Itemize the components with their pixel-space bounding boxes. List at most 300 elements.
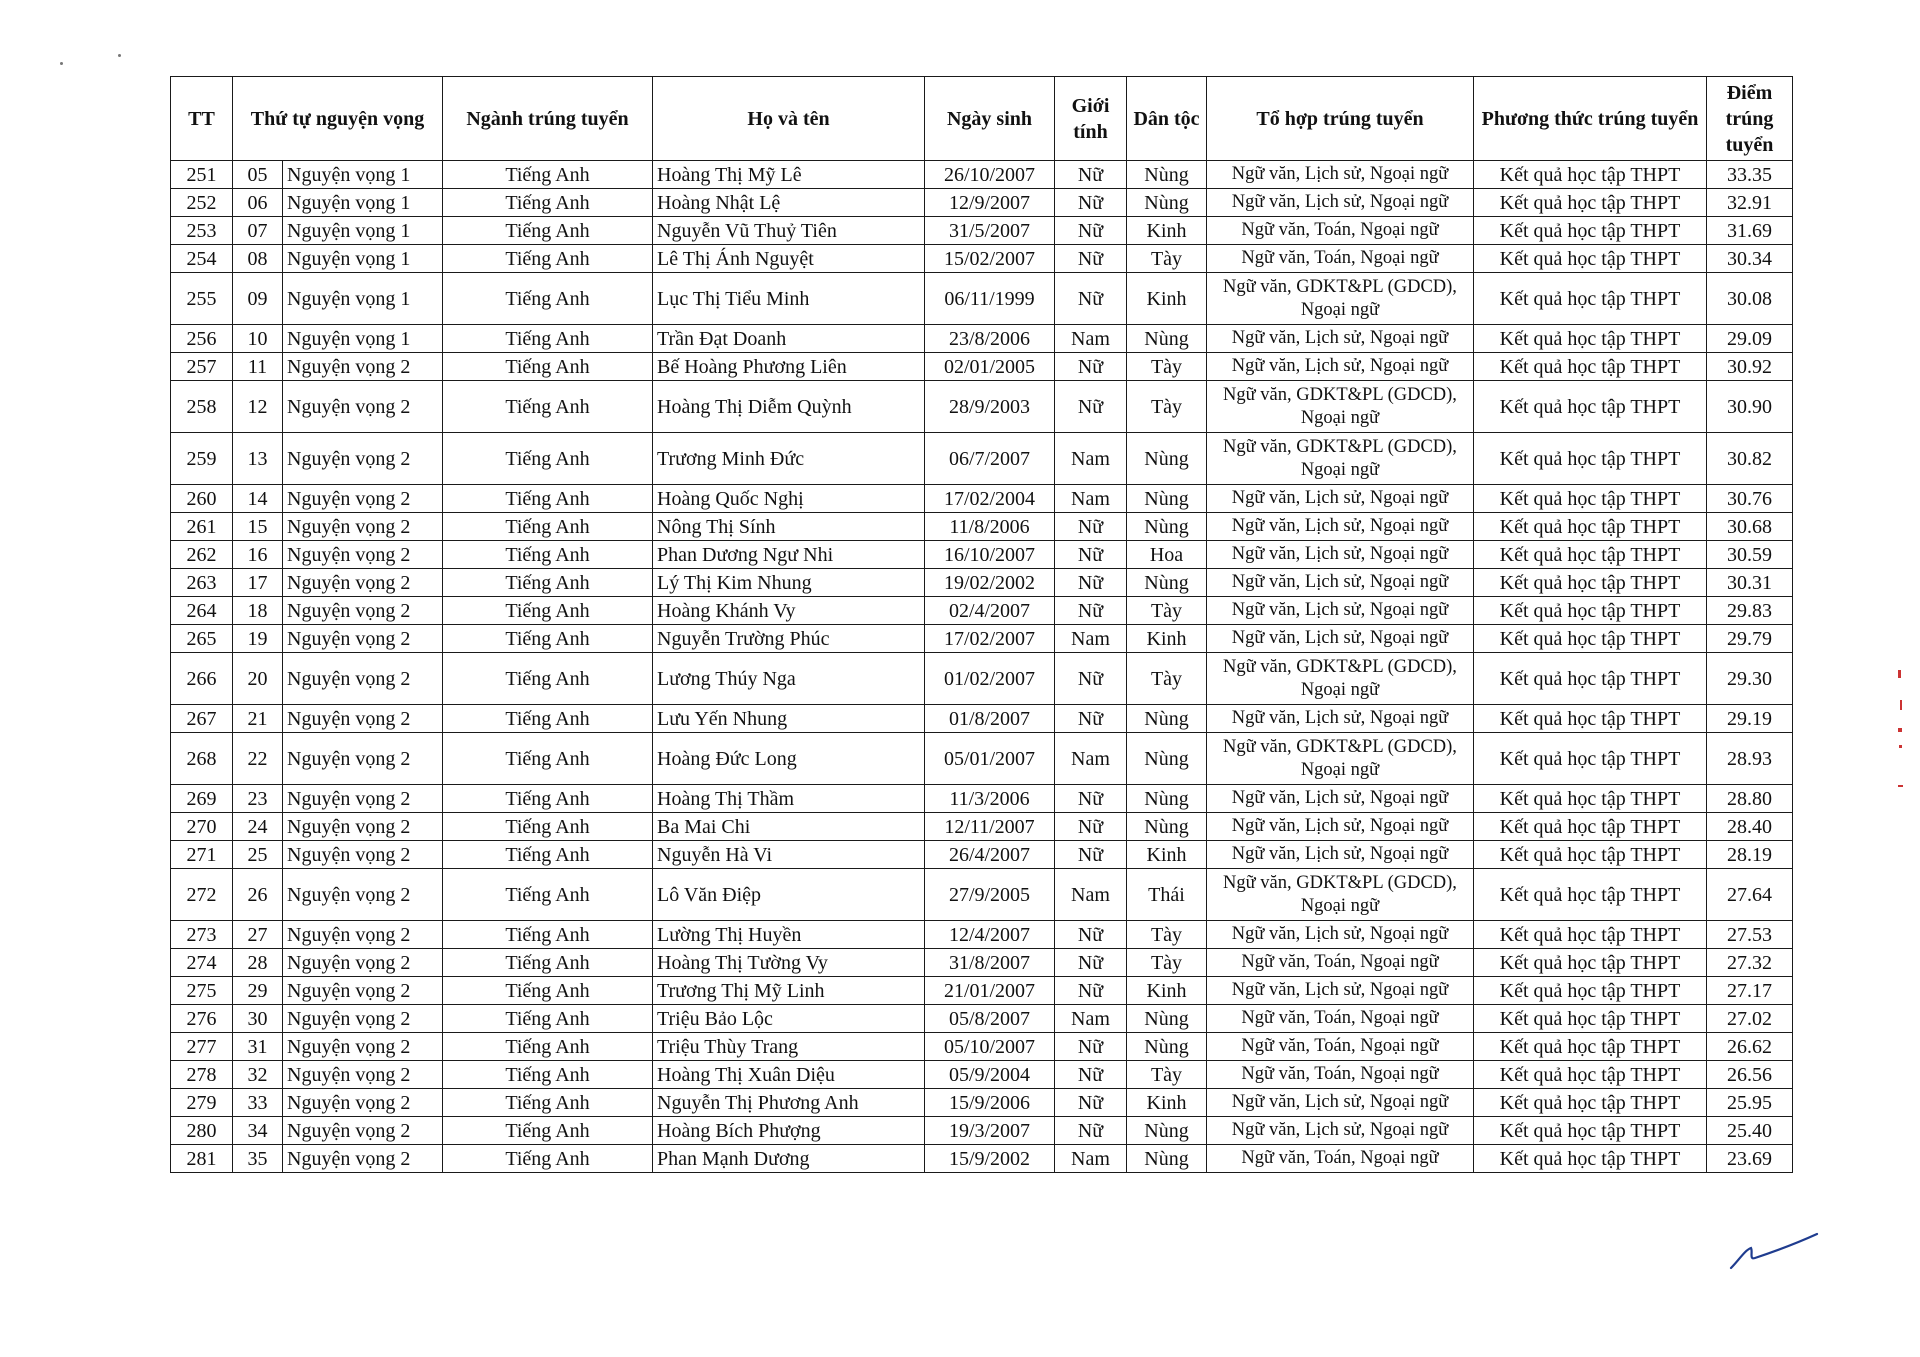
order-label-cell: Nguyện vọng 2 xyxy=(283,1089,443,1117)
major-cell: Tiếng Anh xyxy=(443,485,653,513)
dob-cell: 17/02/2007 xyxy=(925,625,1055,653)
order-label-cell: Nguyện vọng 1 xyxy=(283,217,443,245)
order-index-cell: 25 xyxy=(233,841,283,869)
major-cell: Tiếng Anh xyxy=(443,513,653,541)
major-cell: Tiếng Anh xyxy=(443,325,653,353)
method-cell: Kết quả học tập THPT xyxy=(1474,381,1707,433)
order-index-cell: 35 xyxy=(233,1145,283,1173)
order-label-cell: Nguyện vọng 2 xyxy=(283,1145,443,1173)
method-cell: Kết quả học tập THPT xyxy=(1474,977,1707,1005)
gender-cell: Nữ xyxy=(1055,1089,1127,1117)
score-cell: 31.69 xyxy=(1707,217,1793,245)
tt-cell: 256 xyxy=(171,325,233,353)
ethnic-cell: Tày xyxy=(1127,921,1207,949)
tt-cell: 260 xyxy=(171,485,233,513)
method-cell: Kết quả học tập THPT xyxy=(1474,1061,1707,1089)
dob-cell: 12/4/2007 xyxy=(925,921,1055,949)
order-label-cell: Nguyện vọng 2 xyxy=(283,625,443,653)
major-cell: Tiếng Anh xyxy=(443,653,653,705)
dob-cell: 12/11/2007 xyxy=(925,813,1055,841)
major-cell: Tiếng Anh xyxy=(443,381,653,433)
order-label-cell: Nguyện vọng 2 xyxy=(283,869,443,921)
tt-cell: 278 xyxy=(171,1061,233,1089)
table-row xyxy=(171,217,1793,245)
tt-cell: 279 xyxy=(171,1089,233,1117)
tt-cell: 277 xyxy=(171,1033,233,1061)
name-cell: Ba Mai Chi xyxy=(653,813,925,841)
dob-cell: 28/9/2003 xyxy=(925,381,1055,433)
tt-cell: 281 xyxy=(171,1145,233,1173)
name-cell: Nông Thị Sính xyxy=(653,513,925,541)
score-cell: 29.09 xyxy=(1707,325,1793,353)
ethnic-cell: Hoa xyxy=(1127,541,1207,569)
method-cell: Kết quả học tập THPT xyxy=(1474,189,1707,217)
order-index-cell: 33 xyxy=(233,1089,283,1117)
gender-cell: Nữ xyxy=(1055,921,1127,949)
method-cell: Kết quả học tập THPT xyxy=(1474,513,1707,541)
name-cell: Hoàng Thị Mỹ Lê xyxy=(653,161,925,189)
score-cell: 25.95 xyxy=(1707,1089,1793,1117)
gender-cell: Nữ xyxy=(1055,813,1127,841)
red-margin-mark xyxy=(1898,670,1901,678)
order-index-cell: 32 xyxy=(233,1061,283,1089)
gender-cell: Nữ xyxy=(1055,977,1127,1005)
ethnic-cell: Nùng xyxy=(1127,1033,1207,1061)
tt-cell: 257 xyxy=(171,353,233,381)
major-cell: Tiếng Anh xyxy=(443,1117,653,1145)
name-cell: Lục Thị Tiểu Minh xyxy=(653,273,925,325)
order-index-cell: 10 xyxy=(233,325,283,353)
table-row xyxy=(171,921,1793,949)
combo-cell: Ngữ văn, Lịch sử, Ngoại ngữ xyxy=(1207,161,1474,189)
dob-cell: 05/8/2007 xyxy=(925,1005,1055,1033)
tt-cell: 276 xyxy=(171,1005,233,1033)
tt-cell: 265 xyxy=(171,625,233,653)
dob-cell: 05/01/2007 xyxy=(925,733,1055,785)
tt-cell: 258 xyxy=(171,381,233,433)
dob-cell: 02/01/2005 xyxy=(925,353,1055,381)
dob-cell: 27/9/2005 xyxy=(925,869,1055,921)
method-cell: Kết quả học tập THPT xyxy=(1474,273,1707,325)
signature-initial xyxy=(1725,1220,1825,1280)
method-cell: Kết quả học tập THPT xyxy=(1474,785,1707,813)
name-cell: Hoàng Nhật Lệ xyxy=(653,189,925,217)
table-row xyxy=(171,653,1793,705)
dob-cell: 23/8/2006 xyxy=(925,325,1055,353)
ethnic-cell: Kinh xyxy=(1127,977,1207,1005)
ethnic-cell: Tày xyxy=(1127,353,1207,381)
table-row xyxy=(171,353,1793,381)
gender-cell: Nữ xyxy=(1055,273,1127,325)
method-cell: Kết quả học tập THPT xyxy=(1474,485,1707,513)
name-cell: Hoàng Thị Tường Vy xyxy=(653,949,925,977)
score-cell: 28.80 xyxy=(1707,785,1793,813)
method-cell: Kết quả học tập THPT xyxy=(1474,353,1707,381)
major-cell: Tiếng Anh xyxy=(443,1145,653,1173)
tt-cell: 251 xyxy=(171,161,233,189)
tt-cell: 269 xyxy=(171,785,233,813)
name-cell: Trần Đạt Doanh xyxy=(653,325,925,353)
method-cell: Kết quả học tập THPT xyxy=(1474,653,1707,705)
method-cell: Kết quả học tập THPT xyxy=(1474,541,1707,569)
major-cell: Tiếng Anh xyxy=(443,869,653,921)
gender-cell: Nam xyxy=(1055,485,1127,513)
tt-cell: 274 xyxy=(171,949,233,977)
order-label-cell: Nguyện vọng 2 xyxy=(283,977,443,1005)
score-cell: 29.83 xyxy=(1707,597,1793,625)
gender-cell: Nữ xyxy=(1055,785,1127,813)
dob-cell: 12/9/2007 xyxy=(925,189,1055,217)
order-index-cell: 29 xyxy=(233,977,283,1005)
admission-results-table xyxy=(170,76,1793,1173)
ethnic-cell: Nùng xyxy=(1127,705,1207,733)
combo-cell: Ngữ văn, Toán, Ngoại ngữ xyxy=(1207,1033,1474,1061)
dob-cell: 06/7/2007 xyxy=(925,433,1055,485)
red-margin-mark xyxy=(1898,728,1902,732)
order-index-cell: 12 xyxy=(233,381,283,433)
table-row xyxy=(171,1033,1793,1061)
ethnic-cell: Kinh xyxy=(1127,625,1207,653)
table-row xyxy=(171,977,1793,1005)
order-label-cell: Nguyện vọng 2 xyxy=(283,513,443,541)
table-row xyxy=(171,733,1793,785)
order-label-cell: Nguyện vọng 2 xyxy=(283,705,443,733)
method-cell: Kết quả học tập THPT xyxy=(1474,597,1707,625)
order-index-cell: 30 xyxy=(233,1005,283,1033)
table-body xyxy=(171,161,1793,1173)
order-index-cell: 17 xyxy=(233,569,283,597)
dob-cell: 26/4/2007 xyxy=(925,841,1055,869)
major-cell: Tiếng Anh xyxy=(443,1033,653,1061)
method-cell: Kết quả học tập THPT xyxy=(1474,733,1707,785)
ethnic-cell: Nùng xyxy=(1127,433,1207,485)
combo-cell: Ngữ văn, Lịch sử, Ngoại ngữ xyxy=(1207,485,1474,513)
combo-cell: Ngữ văn, Lịch sử, Ngoại ngữ xyxy=(1207,813,1474,841)
tt-cell: 275 xyxy=(171,977,233,1005)
major-cell: Tiếng Anh xyxy=(443,977,653,1005)
name-cell: Trương Thị Mỹ Linh xyxy=(653,977,925,1005)
table-row xyxy=(171,869,1793,921)
gender-cell: Nữ xyxy=(1055,353,1127,381)
gender-cell: Nữ xyxy=(1055,653,1127,705)
method-cell: Kết quả học tập THPT xyxy=(1474,813,1707,841)
order-label-cell: Nguyện vọng 2 xyxy=(283,949,443,977)
col-header-name: Họ và tên xyxy=(653,77,925,161)
name-cell: Lý Thị Kim Nhung xyxy=(653,569,925,597)
major-cell: Tiếng Anh xyxy=(443,569,653,597)
dob-cell: 15/9/2002 xyxy=(925,1145,1055,1173)
table-row xyxy=(171,381,1793,433)
order-index-cell: 06 xyxy=(233,189,283,217)
combo-cell: Ngữ văn, GDKT&PL (GDCD), Ngoại ngữ xyxy=(1207,381,1474,433)
admission-table-sheet xyxy=(170,76,1793,1173)
gender-cell: Nam xyxy=(1055,433,1127,485)
combo-cell: Ngữ văn, Toán, Ngoại ngữ xyxy=(1207,1005,1474,1033)
name-cell: Hoàng Đức Long xyxy=(653,733,925,785)
order-label-cell: Nguyện vọng 1 xyxy=(283,325,443,353)
score-cell: 27.53 xyxy=(1707,921,1793,949)
dob-cell: 11/8/2006 xyxy=(925,513,1055,541)
dob-cell: 15/9/2006 xyxy=(925,1089,1055,1117)
order-index-cell: 19 xyxy=(233,625,283,653)
method-cell: Kết quả học tập THPT xyxy=(1474,1089,1707,1117)
order-index-cell: 27 xyxy=(233,921,283,949)
table-row xyxy=(171,949,1793,977)
dob-cell: 01/8/2007 xyxy=(925,705,1055,733)
order-label-cell: Nguyện vọng 2 xyxy=(283,1117,443,1145)
method-cell: Kết quả học tập THPT xyxy=(1474,1005,1707,1033)
ethnic-cell: Kinh xyxy=(1127,841,1207,869)
order-index-cell: 15 xyxy=(233,513,283,541)
col-header-ethnic: Dân tộc xyxy=(1127,77,1207,161)
gender-cell: Nam xyxy=(1055,625,1127,653)
method-cell: Kết quả học tập THPT xyxy=(1474,161,1707,189)
ethnic-cell: Tày xyxy=(1127,381,1207,433)
table-row xyxy=(171,597,1793,625)
dob-cell: 05/9/2004 xyxy=(925,1061,1055,1089)
red-margin-mark xyxy=(1899,745,1902,748)
name-cell: Nguyễn Trường Phúc xyxy=(653,625,925,653)
major-cell: Tiếng Anh xyxy=(443,433,653,485)
order-label-cell: Nguyện vọng 2 xyxy=(283,541,443,569)
gender-cell: Nữ xyxy=(1055,705,1127,733)
table-row xyxy=(171,813,1793,841)
ethnic-cell: Nùng xyxy=(1127,513,1207,541)
dob-cell: 11/3/2006 xyxy=(925,785,1055,813)
gender-cell: Nam xyxy=(1055,1005,1127,1033)
ethnic-cell: Kinh xyxy=(1127,1089,1207,1117)
order-label-cell: Nguyện vọng 1 xyxy=(283,245,443,273)
order-label-cell: Nguyện vọng 2 xyxy=(283,733,443,785)
table-row xyxy=(171,1061,1793,1089)
major-cell: Tiếng Anh xyxy=(443,245,653,273)
score-cell: 26.62 xyxy=(1707,1033,1793,1061)
order-index-cell: 13 xyxy=(233,433,283,485)
dob-cell: 17/02/2004 xyxy=(925,485,1055,513)
table-row xyxy=(171,325,1793,353)
major-cell: Tiếng Anh xyxy=(443,733,653,785)
combo-cell: Ngữ văn, Lịch sử, Ngoại ngữ xyxy=(1207,569,1474,597)
table-row xyxy=(171,513,1793,541)
header-row xyxy=(171,77,1793,161)
order-index-cell: 21 xyxy=(233,705,283,733)
col-header-tt: TT xyxy=(171,77,233,161)
name-cell: Hoàng Thị Xuân Diệu xyxy=(653,1061,925,1089)
gender-cell: Nữ xyxy=(1055,1117,1127,1145)
combo-cell: Ngữ văn, Toán, Ngoại ngữ xyxy=(1207,949,1474,977)
col-header-method: Phương thức trúng tuyển xyxy=(1474,77,1707,161)
table-row xyxy=(171,625,1793,653)
score-cell: 30.31 xyxy=(1707,569,1793,597)
name-cell: Hoàng Khánh Vy xyxy=(653,597,925,625)
gender-cell: Nữ xyxy=(1055,841,1127,869)
name-cell: Bế Hoàng Phương Liên xyxy=(653,353,925,381)
table-row xyxy=(171,1089,1793,1117)
tt-cell: 273 xyxy=(171,921,233,949)
order-index-cell: 23 xyxy=(233,785,283,813)
combo-cell: Ngữ văn, Lịch sử, Ngoại ngữ xyxy=(1207,705,1474,733)
gender-cell: Nữ xyxy=(1055,189,1127,217)
tt-cell: 263 xyxy=(171,569,233,597)
method-cell: Kết quả học tập THPT xyxy=(1474,569,1707,597)
ethnic-cell: Nùng xyxy=(1127,569,1207,597)
table-row xyxy=(171,841,1793,869)
ethnic-cell: Nùng xyxy=(1127,1145,1207,1173)
ethnic-cell: Nùng xyxy=(1127,1117,1207,1145)
major-cell: Tiếng Anh xyxy=(443,785,653,813)
order-label-cell: Nguyện vọng 1 xyxy=(283,161,443,189)
major-cell: Tiếng Anh xyxy=(443,1061,653,1089)
score-cell: 27.02 xyxy=(1707,1005,1793,1033)
order-label-cell: Nguyện vọng 2 xyxy=(283,597,443,625)
col-header-score: Điểm trúng tuyển xyxy=(1707,77,1793,161)
name-cell: Lưu Yến Nhung xyxy=(653,705,925,733)
gender-cell: Nam xyxy=(1055,1145,1127,1173)
name-cell: Triệu Bảo Lộc xyxy=(653,1005,925,1033)
table-row xyxy=(171,189,1793,217)
method-cell: Kết quả học tập THPT xyxy=(1474,921,1707,949)
score-cell: 25.40 xyxy=(1707,1117,1793,1145)
ethnic-cell: Kinh xyxy=(1127,273,1207,325)
tt-cell: 264 xyxy=(171,597,233,625)
major-cell: Tiếng Anh xyxy=(443,217,653,245)
combo-cell: Ngữ văn, Lịch sử, Ngoại ngữ xyxy=(1207,625,1474,653)
red-margin-mark xyxy=(1900,700,1902,710)
combo-cell: Ngữ văn, Lịch sử, Ngoại ngữ xyxy=(1207,921,1474,949)
red-margin-mark xyxy=(1898,785,1903,787)
score-cell: 30.92 xyxy=(1707,353,1793,381)
tt-cell: 271 xyxy=(171,841,233,869)
major-cell: Tiếng Anh xyxy=(443,921,653,949)
combo-cell: Ngữ văn, Lịch sử, Ngoại ngữ xyxy=(1207,977,1474,1005)
name-cell: Phan Mạnh Dương xyxy=(653,1145,925,1173)
order-index-cell: 11 xyxy=(233,353,283,381)
major-cell: Tiếng Anh xyxy=(443,813,653,841)
ethnic-cell: Nùng xyxy=(1127,161,1207,189)
combo-cell: Ngữ văn, Lịch sử, Ngoại ngữ xyxy=(1207,541,1474,569)
dob-cell: 05/10/2007 xyxy=(925,1033,1055,1061)
score-cell: 28.40 xyxy=(1707,813,1793,841)
order-label-cell: Nguyện vọng 2 xyxy=(283,569,443,597)
tt-cell: 262 xyxy=(171,541,233,569)
combo-cell: Ngữ văn, GDKT&PL (GDCD), Ngoại ngữ xyxy=(1207,433,1474,485)
order-index-cell: 09 xyxy=(233,273,283,325)
dob-cell: 15/02/2007 xyxy=(925,245,1055,273)
table-row xyxy=(171,1005,1793,1033)
method-cell: Kết quả học tập THPT xyxy=(1474,433,1707,485)
ethnic-cell: Tày xyxy=(1127,653,1207,705)
method-cell: Kết quả học tập THPT xyxy=(1474,949,1707,977)
gender-cell: Nữ xyxy=(1055,513,1127,541)
order-index-cell: 07 xyxy=(233,217,283,245)
name-cell: Nguyễn Thị Phương Anh xyxy=(653,1089,925,1117)
score-cell: 29.19 xyxy=(1707,705,1793,733)
order-label-cell: Nguyện vọng 2 xyxy=(283,1005,443,1033)
combo-cell: Ngữ văn, Toán, Ngoại ngữ xyxy=(1207,217,1474,245)
col-header-dob: Ngày sinh xyxy=(925,77,1055,161)
col-header-combo: Tổ hợp trúng tuyển xyxy=(1207,77,1474,161)
col-header-order: Thứ tự nguyện vọng xyxy=(233,77,443,161)
tt-cell: 272 xyxy=(171,869,233,921)
ethnic-cell: Kinh xyxy=(1127,217,1207,245)
ethnic-cell: Tày xyxy=(1127,597,1207,625)
dob-cell: 16/10/2007 xyxy=(925,541,1055,569)
gender-cell: Nữ xyxy=(1055,381,1127,433)
dob-cell: 26/10/2007 xyxy=(925,161,1055,189)
tt-cell: 261 xyxy=(171,513,233,541)
score-cell: 26.56 xyxy=(1707,1061,1793,1089)
major-cell: Tiếng Anh xyxy=(443,841,653,869)
gender-cell: Nữ xyxy=(1055,597,1127,625)
order-index-cell: 22 xyxy=(233,733,283,785)
order-label-cell: Nguyện vọng 2 xyxy=(283,381,443,433)
dob-cell: 01/02/2007 xyxy=(925,653,1055,705)
order-label-cell: Nguyện vọng 2 xyxy=(283,921,443,949)
combo-cell: Ngữ văn, Lịch sử, Ngoại ngữ xyxy=(1207,1089,1474,1117)
gender-cell: Nữ xyxy=(1055,949,1127,977)
name-cell: Nguyễn Hà Vi xyxy=(653,841,925,869)
tt-cell: 270 xyxy=(171,813,233,841)
score-cell: 27.32 xyxy=(1707,949,1793,977)
name-cell: Trương Minh Đức xyxy=(653,433,925,485)
gender-cell: Nam xyxy=(1055,869,1127,921)
combo-cell: Ngữ văn, Lịch sử, Ngoại ngữ xyxy=(1207,353,1474,381)
gender-cell: Nữ xyxy=(1055,1033,1127,1061)
table-row xyxy=(171,273,1793,325)
tt-cell: 259 xyxy=(171,433,233,485)
method-cell: Kết quả học tập THPT xyxy=(1474,245,1707,273)
col-header-gender: Giới tính xyxy=(1055,77,1127,161)
name-cell: Lường Thị Huyền xyxy=(653,921,925,949)
ethnic-cell: Tày xyxy=(1127,1061,1207,1089)
tt-cell: 267 xyxy=(171,705,233,733)
dob-cell: 21/01/2007 xyxy=(925,977,1055,1005)
method-cell: Kết quả học tập THPT xyxy=(1474,625,1707,653)
tt-cell: 266 xyxy=(171,653,233,705)
dob-cell: 06/11/1999 xyxy=(925,273,1055,325)
score-cell: 29.79 xyxy=(1707,625,1793,653)
name-cell: Hoàng Quốc Nghị xyxy=(653,485,925,513)
name-cell: Nguyễn Vũ Thuỷ Tiên xyxy=(653,217,925,245)
order-index-cell: 34 xyxy=(233,1117,283,1145)
gender-cell: Nữ xyxy=(1055,569,1127,597)
name-cell: Phan Dương Ngư Nhi xyxy=(653,541,925,569)
major-cell: Tiếng Anh xyxy=(443,1089,653,1117)
table-row xyxy=(171,569,1793,597)
tt-cell: 268 xyxy=(171,733,233,785)
scan-speck xyxy=(60,62,63,65)
combo-cell: Ngữ văn, Lịch sử, Ngoại ngữ xyxy=(1207,513,1474,541)
name-cell: Hoàng Thị Diễm Quỳnh xyxy=(653,381,925,433)
dob-cell: 31/5/2007 xyxy=(925,217,1055,245)
name-cell: Lương Thúy Nga xyxy=(653,653,925,705)
combo-cell: Ngữ văn, Lịch sử, Ngoại ngữ xyxy=(1207,785,1474,813)
method-cell: Kết quả học tập THPT xyxy=(1474,869,1707,921)
dob-cell: 31/8/2007 xyxy=(925,949,1055,977)
scan-speck xyxy=(118,54,121,57)
score-cell: 32.91 xyxy=(1707,189,1793,217)
order-index-cell: 20 xyxy=(233,653,283,705)
order-label-cell: Nguyện vọng 1 xyxy=(283,273,443,325)
major-cell: Tiếng Anh xyxy=(443,1005,653,1033)
order-index-cell: 05 xyxy=(233,161,283,189)
gender-cell: Nữ xyxy=(1055,217,1127,245)
gender-cell: Nữ xyxy=(1055,1061,1127,1089)
score-cell: 27.64 xyxy=(1707,869,1793,921)
name-cell: Lê Thị Ánh Nguyệt xyxy=(653,245,925,273)
combo-cell: Ngữ văn, GDKT&PL (GDCD), Ngoại ngữ xyxy=(1207,653,1474,705)
score-cell: 30.76 xyxy=(1707,485,1793,513)
